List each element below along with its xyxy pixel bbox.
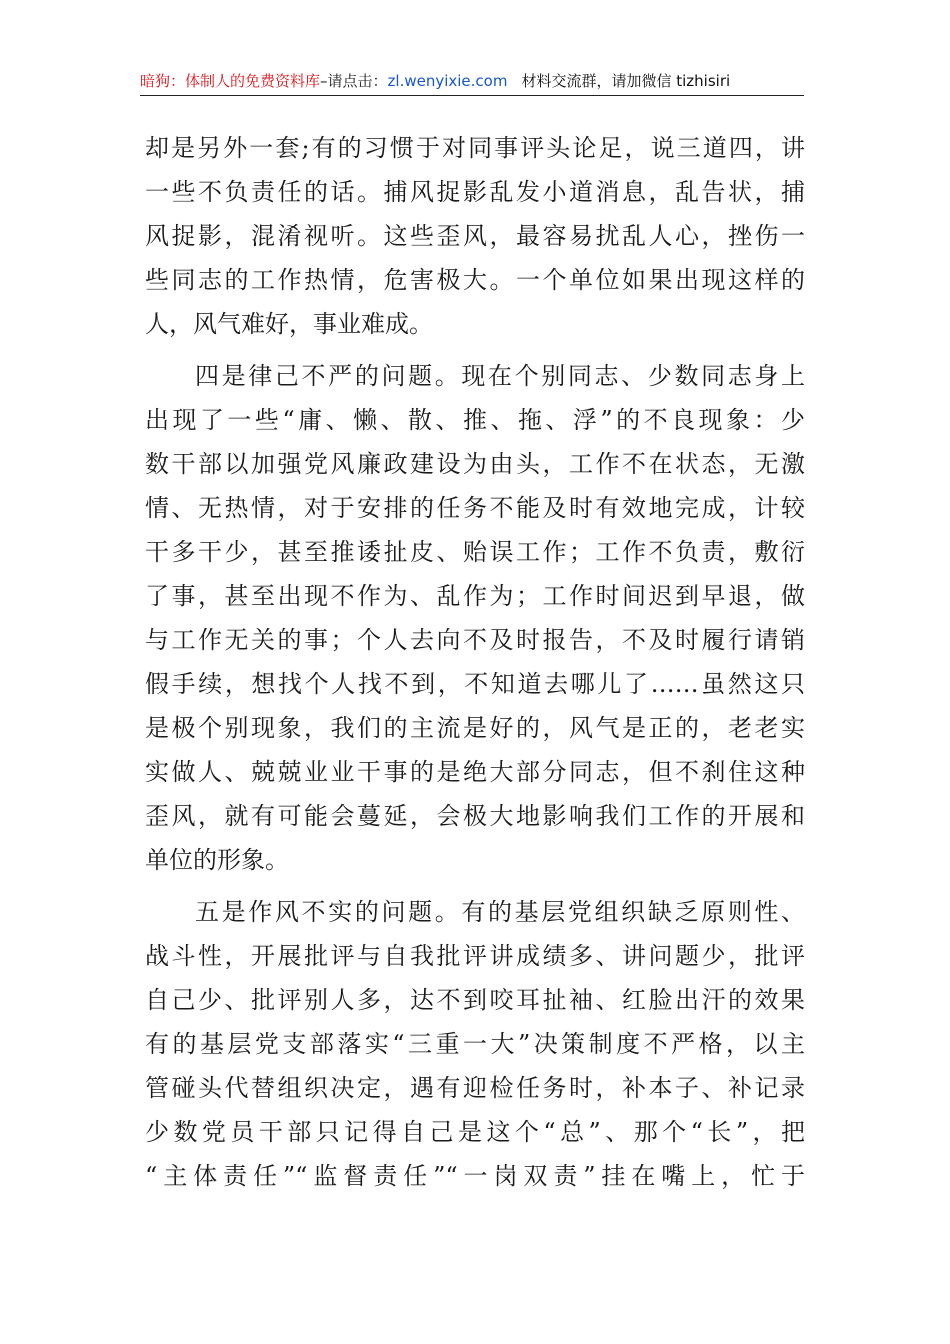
page-header (140, 70, 805, 96)
text-line: 数干部以加强党风廉政建设为由头，工作不在状态，无激 (145, 450, 805, 478)
text-line: 是极个别现象，我们的主流是好的，风气是正的，老老实 (145, 714, 805, 742)
text-line: 一些不负责任的话。捕风捉影乱发小道消息，乱告状，捕 (145, 178, 805, 206)
text-line: 四是律己不严的问题。现在个别同志、少数同志身上 (195, 362, 805, 390)
text-line: “主体责任”“监督责任”“一岗双责”挂在嘴上，忙于 (145, 1162, 805, 1190)
text-line: 歪风，就有可能会蔓延，会极大地影响我们工作的开展和 (145, 802, 805, 830)
text-line: 单位的形象。 (145, 846, 289, 874)
text-line: 战斗性，开展批评与自我批评讲成绩多、讲问题少，批评 (145, 942, 805, 970)
text-line: 人，风气难好，事业难成。 (145, 310, 433, 338)
text-line: 假手续，想找个人找不到，不知道去哪儿了……虽然这只 (145, 670, 805, 698)
text-line: 管碰头代替组织决定，遇有迎检任务时，补本子、补记录 (145, 1074, 805, 1102)
text-line: 自己少、批评别人多，达不到咬耳扯袖、红脸出汗的效果 (145, 986, 805, 1014)
paragraph (145, 354, 805, 882)
document-body (145, 126, 805, 1198)
header-click-prompt: –请点击： (320, 72, 388, 90)
paragraph (145, 890, 805, 1198)
text-line: 有的基层党支部落实“三重一大”决策制度不严格，以主 (145, 1030, 805, 1058)
text-line: 干多干少，甚至推诿扯皮、贻误工作；工作不负责，敷衍 (145, 538, 805, 566)
text-line: 了事，甚至出现不作为、乱作为；工作时间迟到早退，做 (145, 582, 805, 610)
text-line: 与工作无关的事；个人去向不及时报告，不及时履行请销 (145, 626, 805, 654)
text-line: 五是作风不实的问题。有的基层党组织缺乏原则性、 (195, 898, 805, 926)
text-line: 情、无热情，对于安排的任务不能及时有效地完成，计较 (145, 494, 805, 522)
text-line: 少数党员干部只记得自己是这个“总”、那个“长”，把 (145, 1118, 805, 1146)
header-divider (140, 95, 804, 96)
paragraph (145, 126, 805, 346)
header-promo: 材料交流群，请加微信 tizhisiri (521, 72, 731, 90)
header-brand: 暗狗：体制人的免费资料库 (140, 72, 321, 90)
text-line: 实做人、兢兢业业干事的是绝大部分同志，但不刹住这种 (145, 758, 805, 786)
text-line: 风捉影，混淆视听。这些歪风，最容易扰乱人心，挫伤一 (145, 222, 805, 250)
text-line: 却是另外一套;有的习惯于对同事评头论足，说三道四，讲 (145, 134, 805, 162)
text-line: 出现了一些“庸、懒、散、推、拖、浮”的不良现象：少 (145, 406, 805, 434)
text-line: 些同志的工作热情，危害极大。一个单位如果出现这样的 (145, 266, 805, 294)
header-link[interactable]: zl.wenyixie.com (387, 72, 508, 90)
